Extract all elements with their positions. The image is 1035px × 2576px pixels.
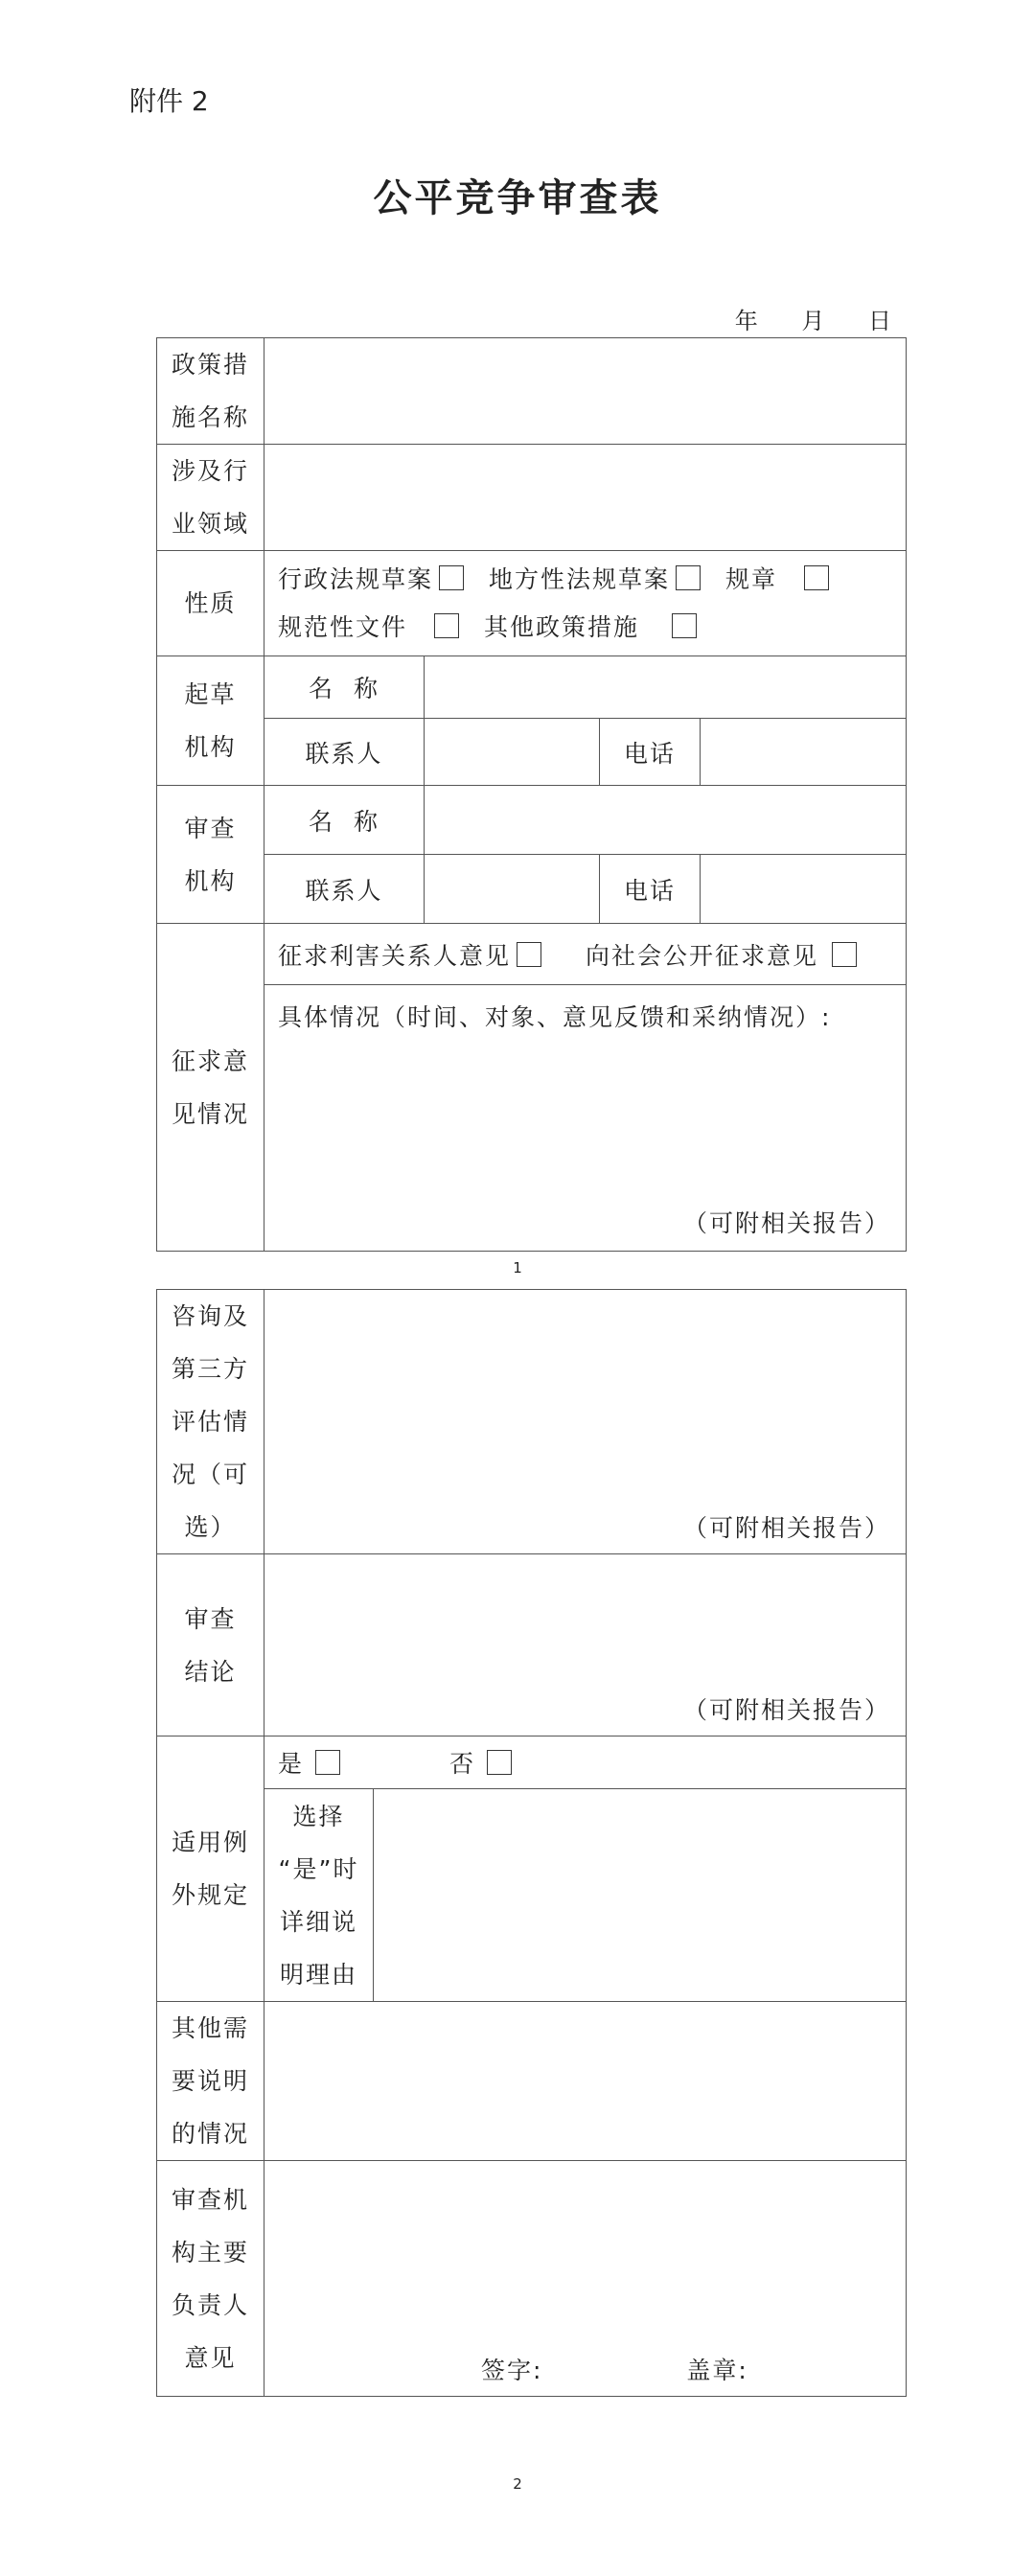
attachment-label: 附件 2 xyxy=(129,85,209,117)
third-party-label: 咨询及 第三方 评估情 况（可 选） xyxy=(157,1290,264,1554)
head-opinion-field[interactable] xyxy=(264,2161,907,2397)
conclusion-field[interactable] xyxy=(264,1554,907,1736)
other-field[interactable] xyxy=(264,2002,907,2161)
exception-label: 适用例 外规定 xyxy=(157,1736,264,2002)
industry-field[interactable] xyxy=(264,445,907,551)
review-phone-field[interactable] xyxy=(701,855,907,924)
seal-label: 盖章: xyxy=(686,2357,748,2384)
conclusion-label: 审查 结论 xyxy=(157,1554,264,1736)
policy-name-field[interactable] xyxy=(264,338,907,445)
row-drafting-name xyxy=(157,656,907,719)
drafting-org-label: 起草 机构 xyxy=(157,656,264,786)
row-exception-reason xyxy=(157,1789,907,2002)
option-public: 向社会公开征求意见 xyxy=(586,942,862,970)
drafting-contact-label: 联系人 xyxy=(264,719,425,786)
row-other xyxy=(157,2002,907,2161)
review-name-label: 名 称 xyxy=(264,786,425,855)
checkbox-stakeholder[interactable] xyxy=(517,942,541,967)
option-other-policy: 其他政策措施 xyxy=(484,613,702,641)
option-admin-regulation: 行政法规草案 xyxy=(278,565,470,593)
head-opinion-label: 审查机 构主要 负责人 意见 xyxy=(157,2161,264,2397)
nature-label: 性质 xyxy=(157,551,264,656)
date-year: 年 xyxy=(734,308,760,334)
exception-choice xyxy=(264,1736,907,1789)
row-review-name xyxy=(157,786,907,855)
conclusion-note: （可附相关报告） xyxy=(683,1696,891,1724)
exception-reason-field[interactable] xyxy=(374,1789,907,2002)
page-number-2: 2 xyxy=(513,2475,522,2493)
signature-label: 签字: xyxy=(481,2357,543,2384)
row-head-opinion xyxy=(157,2161,907,2397)
row-policy-name xyxy=(157,338,907,445)
exception-reason-label: 选择 “是”时 详细说 明理由 xyxy=(264,1789,374,2002)
option-stakeholder: 征求利害关系人意见 xyxy=(278,942,547,970)
row-nature xyxy=(157,551,907,656)
checkbox-public[interactable] xyxy=(832,942,857,967)
drafting-phone-field[interactable] xyxy=(701,719,907,786)
drafting-phone-label: 电话 xyxy=(600,719,701,786)
other-label: 其他需 要说明 的情况 xyxy=(157,2002,264,2161)
drafting-name-label: 名 称 xyxy=(264,656,425,719)
row-exception-choice xyxy=(157,1736,907,1789)
row-third-party xyxy=(157,1290,907,1554)
page-number-1: 1 xyxy=(513,1259,522,1276)
drafting-name-field[interactable] xyxy=(425,656,907,719)
consultation-label: 征求意 见情况 xyxy=(157,924,264,1252)
consultation-note: （可附相关报告） xyxy=(682,1209,890,1237)
date-month: 月 xyxy=(801,308,827,334)
review-name-field[interactable] xyxy=(425,786,907,855)
consultation-detail-field[interactable] xyxy=(264,985,907,1252)
drafting-contact-field[interactable] xyxy=(425,719,600,786)
option-rules: 规章 xyxy=(725,565,835,593)
nature-options xyxy=(264,551,907,656)
review-table-page2 xyxy=(156,1289,907,2397)
policy-name-label: 政策措 施名称 xyxy=(157,338,264,445)
checkbox-admin-regulation[interactable] xyxy=(439,565,464,590)
review-phone-label: 电话 xyxy=(600,855,701,924)
checkbox-no[interactable] xyxy=(487,1750,512,1775)
option-normative-doc: 规范性文件 xyxy=(278,613,465,641)
row-drafting-contact xyxy=(157,719,907,786)
page-title: 公平竞争审查表 xyxy=(373,176,662,220)
consultation-detail-label: 具体情况（时间、对象、意见反馈和采纳情况）: xyxy=(278,1003,832,1031)
third-party-note: （可附相关报告） xyxy=(683,1514,891,1542)
row-conclusion xyxy=(157,1554,907,1736)
row-review-contact xyxy=(157,855,907,924)
review-org-label: 审查 机构 xyxy=(157,786,264,924)
review-contact-label: 联系人 xyxy=(264,855,425,924)
industry-label: 涉及行 业领域 xyxy=(157,445,264,551)
checkbox-normative-doc[interactable] xyxy=(434,613,459,638)
review-contact-field[interactable] xyxy=(425,855,600,924)
date-line xyxy=(702,302,893,335)
checkbox-rules[interactable] xyxy=(804,565,829,590)
row-industry xyxy=(157,445,907,551)
checkbox-local-regulation[interactable] xyxy=(676,565,701,590)
option-yes: 是 xyxy=(278,1750,346,1778)
consultation-options xyxy=(264,924,907,985)
date-day: 日 xyxy=(868,308,893,334)
option-no: 否 xyxy=(449,1750,518,1778)
third-party-field[interactable] xyxy=(264,1290,907,1554)
row-consultation-options xyxy=(157,924,907,985)
checkbox-other-policy[interactable] xyxy=(672,613,697,638)
checkbox-yes[interactable] xyxy=(315,1750,340,1775)
row-consultation-detail xyxy=(157,985,907,1252)
review-table-page1 xyxy=(156,337,907,1252)
option-local-regulation: 地方性法规草案 xyxy=(489,565,706,593)
